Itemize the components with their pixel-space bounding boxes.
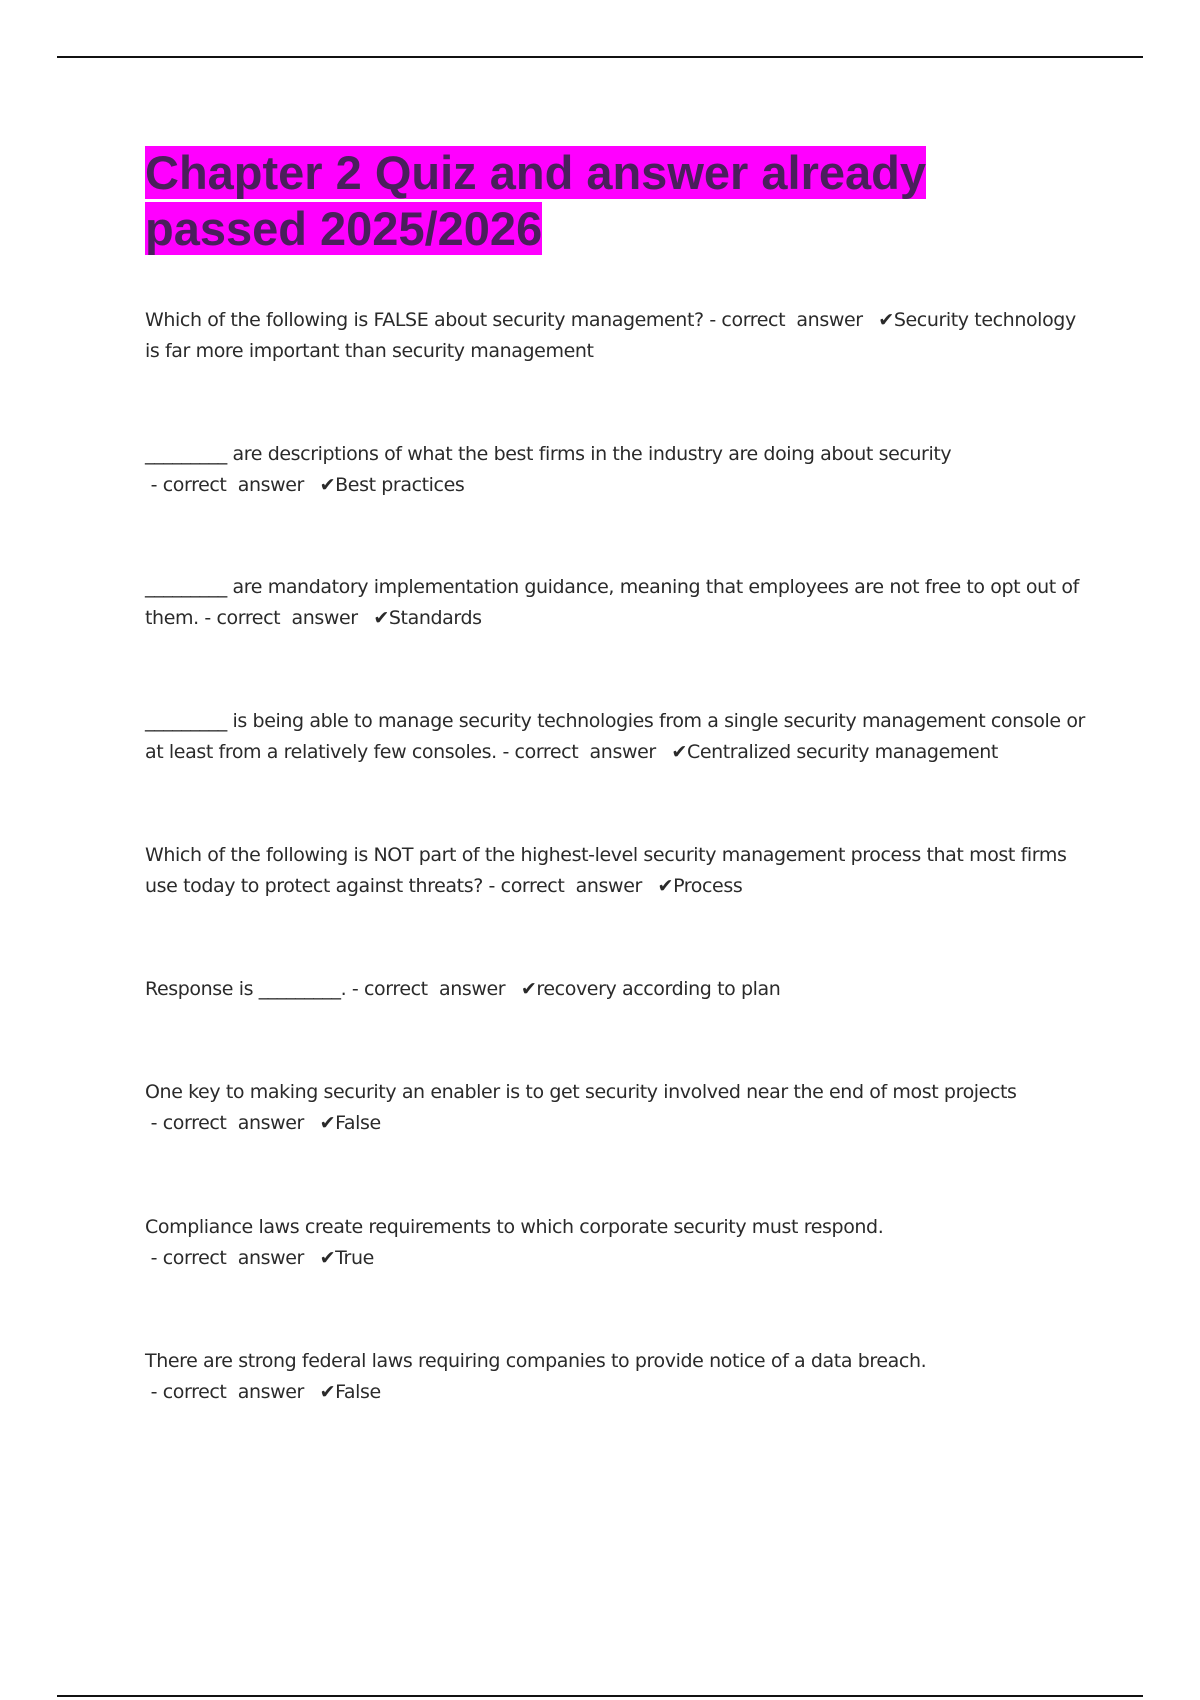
page-title xyxy=(145,145,965,257)
answer-text: recovery according to plan xyxy=(536,978,781,1000)
check-mark-icon: ✔ xyxy=(520,978,537,1000)
check-mark-icon: ✔ xyxy=(319,474,336,496)
question-text: Which of the following is NOT part of the highest-level security management process that most firms use today to protect against threats? xyxy=(145,844,1067,897)
qa-item xyxy=(145,305,1085,367)
question-text: Compliance laws create requirements to which corporate security must respond. xyxy=(145,1216,884,1238)
answer-text: False xyxy=(335,1112,381,1134)
answer-prefix: - correct answer xyxy=(145,1247,310,1269)
qa-item xyxy=(145,1212,1085,1274)
answer-text: Security technology is far more important than security management xyxy=(145,309,1076,362)
check-mark-icon: ✔ xyxy=(878,309,894,331)
bottom-divider xyxy=(57,1695,1143,1697)
question-text: Which of the following is FALSE about security management? xyxy=(145,309,704,331)
answer-prefix: - correct answer xyxy=(703,309,869,331)
qa-item xyxy=(145,439,1085,501)
qa-item xyxy=(145,840,1085,902)
answer-prefix: - correct answer xyxy=(145,474,310,496)
check-mark-icon: ✔ xyxy=(373,607,389,629)
answer-text: Centralized security management xyxy=(686,741,998,763)
question-text: One key to making security an enabler is to get security involved near the end of most projects xyxy=(145,1081,1017,1103)
answer-text: True xyxy=(335,1247,374,1269)
answer-prefix: - correct answer xyxy=(496,741,662,763)
answer-text: False xyxy=(335,1381,381,1403)
answer-prefix: - correct answer xyxy=(346,978,511,1000)
answer-text: Standards xyxy=(388,607,482,629)
qa-item xyxy=(145,706,1085,768)
qa-item xyxy=(145,572,1085,634)
top-divider xyxy=(57,56,1143,58)
answer-prefix: - correct answer xyxy=(482,875,648,897)
qa-item xyxy=(145,1346,1085,1408)
answer-prefix: - correct answer xyxy=(145,1381,310,1403)
check-mark-icon: ✔ xyxy=(671,741,687,763)
answer-text: Process xyxy=(673,875,743,897)
check-mark-icon: ✔ xyxy=(319,1381,336,1403)
question-text: Response is _________. xyxy=(145,978,347,1000)
answer-prefix: - correct answer xyxy=(198,607,364,629)
page-title-text: Chapter 2 Quiz and answer already passed 2025/2026 xyxy=(145,146,926,255)
question-text: _________ are mandatory implementation guidance, meaning that employees are not free to opt out of them. xyxy=(145,576,1079,629)
qa-item xyxy=(145,1077,1085,1139)
qa-item xyxy=(145,974,1085,1005)
check-mark-icon: ✔ xyxy=(319,1112,336,1134)
question-text: There are strong federal laws requiring companies to provide notice of a data breach. xyxy=(145,1350,927,1372)
check-mark-icon: ✔ xyxy=(319,1247,336,1269)
check-mark-icon: ✔ xyxy=(657,875,674,897)
question-text: _________ is being able to manage security technologies from a single security management console or at least from a relatively few consoles. xyxy=(145,710,1085,763)
question-text: _________ are descriptions of what the best firms in the industry are doing about security xyxy=(145,443,952,465)
answer-text: Best practices xyxy=(335,474,465,496)
answer-prefix: - correct answer xyxy=(145,1112,310,1134)
